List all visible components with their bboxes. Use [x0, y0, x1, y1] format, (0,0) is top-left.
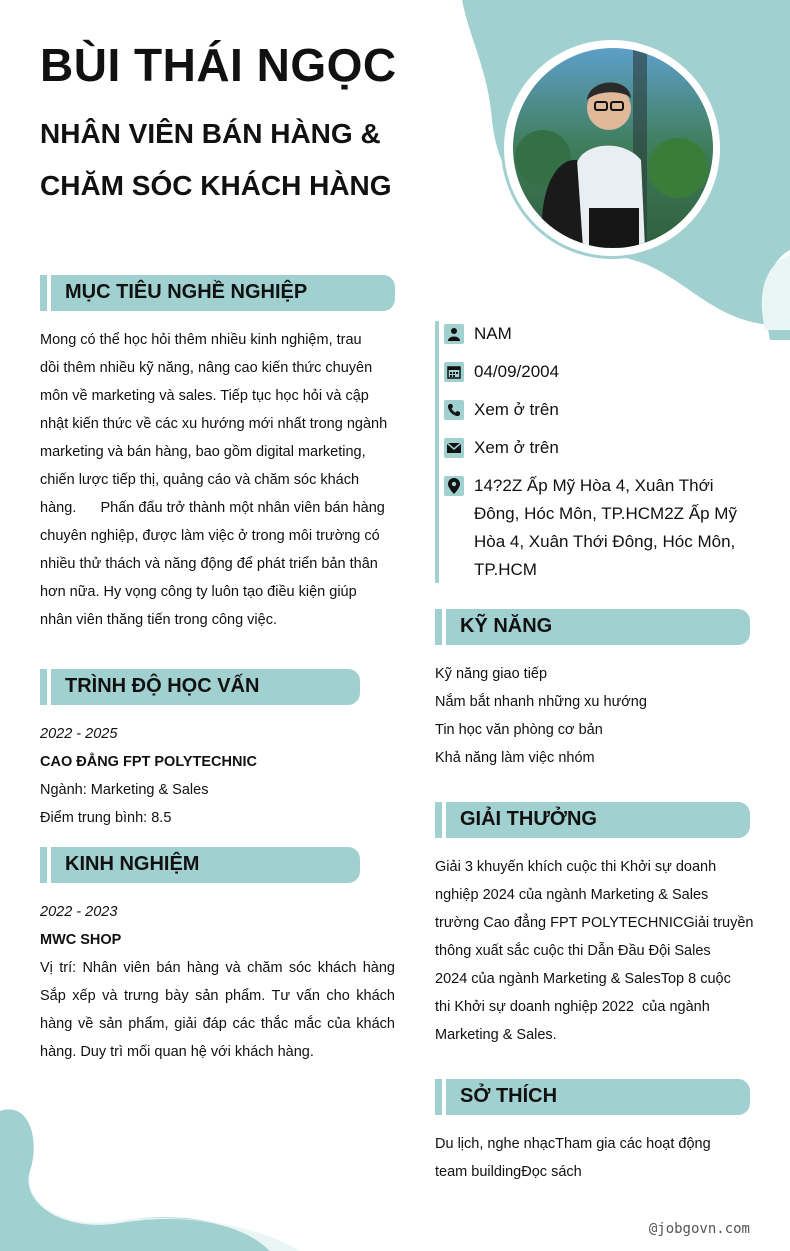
- education-heading: TRÌNH ĐỘ HỌC VẤN: [40, 669, 360, 705]
- contact-address: [444, 476, 744, 584]
- contact-accent-bar: [435, 321, 439, 583]
- awards-line: thông xuất sắc cuộc thi Dẫn Đầu Đội Sales: [435, 943, 711, 959]
- objective-text: [40, 326, 400, 634]
- objective-line: nhiều thử thách và năng động để phát triển bản thân: [40, 556, 378, 572]
- objective-line: nhật kiến thức về các xu hướng mới nhất trong ngành: [40, 416, 388, 432]
- person-icon: [444, 324, 464, 344]
- awards-line: trường Cao đẳng FPT POLYTECHNICGiải truyền: [435, 915, 754, 931]
- skill-item: Khả năng làm việc nhóm: [435, 750, 595, 766]
- experience-heading: KINH NGHIỆM: [40, 847, 360, 883]
- objective-line: dồi thêm nhiều kỹ năng, nâng cao kiến thức chuyên: [40, 360, 373, 376]
- skill-item: Tin học văn phòng cơ bản: [435, 722, 603, 738]
- contact-gender: [444, 324, 744, 348]
- job-title-line-1: NHÂN VIÊN BÁN HÀNG &: [40, 118, 381, 149]
- awards-line: Giải 3 khuyến khích cuộc thi Khởi sự doanh: [435, 859, 717, 875]
- education-major: Ngành: Marketing & Sales: [40, 782, 209, 798]
- phone-icon: [444, 400, 464, 420]
- experience-description: Vị trí: Nhân viên bán hàng và chăm sóc khách hàng Sắp xếp và trưng bày sản phẩm. Tư vấn cho khách hàng về sản phẩm, giải đáp các thắc mắc của khách hàng. Duy trì mối quan hệ với khách hàng.: [40, 960, 395, 1060]
- awards-line: nghiệp 2024 của ngành Marketing & Sales: [435, 887, 709, 903]
- awards-line: 2024 của ngành Marketing & SalesTop 8 cuộc: [435, 971, 731, 987]
- objective-line: hàng. Phấn đấu trở thành một nhân viên bán hàng: [40, 500, 385, 516]
- hobbies-heading: SỞ THÍCH: [435, 1079, 750, 1115]
- experience-company: MWC SHOP: [40, 932, 122, 948]
- mail-icon: [444, 438, 464, 458]
- watermark: @jobgovn.com: [648, 1221, 750, 1237]
- experience-period: 2022 - 2023: [40, 904, 118, 920]
- objective-line: hơn nữa. Hy vọng công ty luôn tạo điều kiện giúp: [40, 584, 357, 600]
- avatar: [513, 48, 713, 248]
- skill-item: Kỹ năng giao tiếp: [435, 666, 548, 682]
- job-title-line-2: CHĂM SÓC KHÁCH HÀNG: [40, 170, 392, 201]
- calendar-icon: [444, 362, 464, 382]
- birthday-value: 04/09/2004: [474, 362, 560, 381]
- objective-heading: MỤC TIÊU NGHỀ NGHIỆP: [40, 275, 395, 311]
- education-period: 2022 - 2025: [40, 726, 118, 742]
- hobbies-line: Du lịch, nghe nhạcTham gia các hoạt động: [435, 1136, 711, 1152]
- education-gpa: Điểm trung bình: 8.5: [40, 810, 172, 826]
- hobbies-text: [435, 1130, 765, 1186]
- awards-line: thi Khởi sự doanh nghiệp 2022 của ngành: [435, 999, 710, 1015]
- objective-line: môn về marketing và sales. Tiếp tục học hỏi và cập: [40, 388, 369, 404]
- objective-line: chiến lược tiếp thị, quảng cáo và chăm sóc khách: [40, 472, 360, 488]
- location-pin-icon: [444, 476, 464, 496]
- email-value: Xem ở trên: [474, 438, 559, 457]
- skills-heading: KỸ NĂNG: [435, 609, 750, 645]
- objective-line: marketing và bán hàng, bao gồm digital marketing,: [40, 444, 366, 460]
- contact-birthday: [444, 362, 744, 386]
- gender-value: NAM: [474, 324, 512, 343]
- awards-line: Marketing & Sales.: [435, 1027, 557, 1043]
- contact-email: [444, 438, 744, 462]
- phone-value: Xem ở trên: [474, 400, 559, 419]
- candidate-name: BÙI THÁI NGỌC: [40, 39, 397, 91]
- contact-phone: [444, 400, 744, 424]
- awards-heading: GIẢI THƯỞNG: [435, 802, 750, 838]
- job-title: [40, 108, 460, 212]
- awards-text: [435, 853, 765, 1049]
- education-school: CAO ĐẲNG FPT POLYTECHNIC: [40, 754, 257, 770]
- objective-line: Mong có thể học hỏi thêm nhiều kinh nghiệm, trau: [40, 332, 362, 348]
- hobbies-line: team buildingĐọc sách: [435, 1164, 582, 1180]
- bottom-left-decor-shape: [0, 1101, 360, 1251]
- skill-item: Nắm bắt nhanh những xu hướng: [435, 694, 647, 710]
- address-value: 14?2Z Ấp Mỹ Hòa 4, Xuân Thới Đông, Hóc Môn, TP.HCM2Z Ấp Mỹ Hòa 4, Xuân Thới Đông, Hóc Môn, TP.HCM: [474, 476, 737, 579]
- objective-line: chuyên nghiệp, được làm việc ở trong môi trường có: [40, 528, 380, 544]
- objective-line: nhân viên thăng tiến trong công việc.: [40, 612, 277, 628]
